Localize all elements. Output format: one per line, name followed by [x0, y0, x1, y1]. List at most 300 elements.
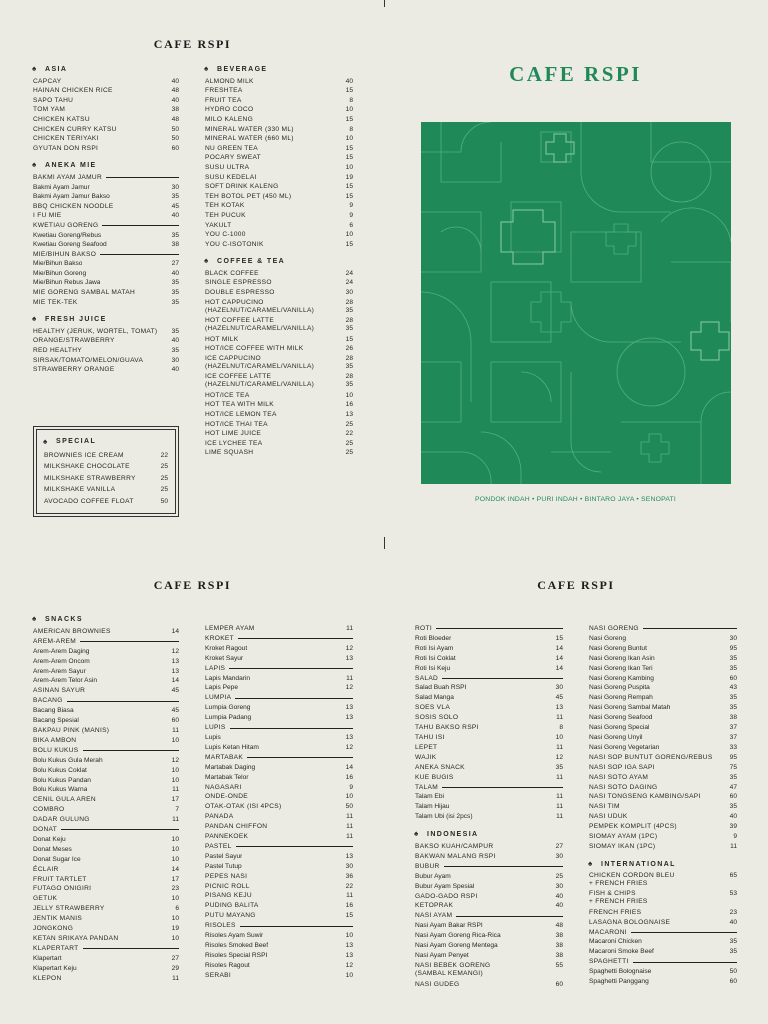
item-sub-name: (HAZELNUT/CARAMEL/VANILLA)	[205, 362, 315, 370]
item-price: 40	[555, 892, 563, 900]
menu-item	[205, 344, 353, 354]
item-name: TEH BOTOL PET (450 ML)	[205, 192, 292, 200]
item-name: Nasi Ayam Bakar RSPI	[415, 922, 483, 930]
item-price: 10	[171, 855, 179, 863]
menu-item	[33, 776, 179, 786]
subgroup-title: ROTI	[415, 625, 432, 632]
item-name: Klapertart	[33, 954, 62, 962]
subgroup-header	[33, 250, 179, 260]
divider-line	[631, 932, 737, 933]
item-price: 30	[345, 289, 353, 297]
subgroup-header	[205, 753, 353, 763]
divider-line	[436, 628, 563, 629]
item-name: FRUIT TEA	[205, 96, 242, 104]
menu-item	[205, 86, 353, 96]
item-name: CAPCAY	[33, 77, 62, 85]
item-name: TAHU ISI	[415, 733, 445, 741]
menu-item	[205, 439, 353, 449]
item-price: 28	[345, 372, 353, 380]
menu-item	[44, 450, 168, 462]
item-name: NASI UDUK	[589, 813, 628, 821]
menu-item	[205, 941, 353, 951]
item-name: Kroket Ragout	[205, 644, 248, 652]
menu-item	[33, 202, 179, 212]
item-price: 26	[345, 345, 353, 353]
menu-item	[415, 763, 563, 773]
menu-item	[589, 674, 737, 684]
item-price: 10	[171, 835, 179, 843]
item-price: 35	[729, 938, 737, 946]
item-name: Klapertart Keju	[33, 964, 77, 972]
item-name: FRENCH FRIES	[589, 908, 642, 916]
item-name: KUE BUGIS	[415, 773, 454, 781]
item-name: SINGLE ESPRESSO	[205, 279, 272, 287]
item-name: Nasi Goreng Rempah	[589, 694, 653, 702]
divider-line	[643, 628, 737, 629]
item-price: 35	[345, 306, 353, 314]
menu-item	[205, 278, 353, 288]
divider-line	[442, 678, 563, 679]
item-name: Bolu Kukus Warna	[33, 786, 88, 794]
item-price: 35	[171, 298, 179, 306]
item-price: 36	[345, 872, 353, 880]
menu-item	[205, 733, 353, 743]
item-name: MINERAL WATER (330 ML)	[205, 125, 294, 133]
item-name: Risoles Special RSPI	[205, 951, 268, 959]
menu-item	[33, 974, 179, 984]
menu-item	[205, 822, 353, 832]
section-title	[33, 161, 179, 171]
item-name: MINERAL WATER (660 ML)	[205, 135, 294, 143]
section-title	[33, 615, 179, 625]
item-price: 23	[729, 908, 737, 916]
item-price: 10	[345, 793, 353, 801]
menu-item	[33, 105, 179, 115]
item-price: 38	[555, 952, 563, 959]
item-price: 27	[171, 954, 179, 962]
item-price: 35	[171, 289, 179, 297]
item-price: 37	[729, 733, 737, 741]
item-name: PANADA	[205, 813, 234, 821]
item-price: 13	[345, 942, 353, 949]
geometric-pattern-graphic	[421, 122, 731, 484]
section-title-text: BEVERAGE	[217, 66, 268, 73]
divider-line	[238, 638, 353, 639]
item-price: 35	[345, 324, 353, 332]
item-price: 13	[171, 657, 179, 665]
menu-item	[589, 743, 737, 753]
item-price: 16	[345, 773, 353, 781]
menu-item	[33, 259, 179, 269]
item-price: 48	[555, 922, 563, 930]
menu-item	[33, 964, 179, 974]
item-name: Macaroni Smoke Beef	[589, 948, 654, 956]
item-name: Risoles Smoked Beef	[205, 942, 269, 949]
spacer	[589, 852, 737, 857]
item-name: NAGASARI	[205, 783, 242, 791]
item-price: 10	[345, 106, 353, 114]
menu-item	[205, 951, 353, 961]
item-price: 14	[171, 627, 179, 635]
item-name: BLACK COFFEE	[205, 269, 259, 277]
item-price: 12	[555, 753, 563, 761]
subgroup-title: BACANG	[33, 697, 63, 705]
item-price: 17	[171, 796, 179, 804]
item-price: 35	[729, 664, 737, 672]
subgroup-header	[33, 825, 179, 835]
menu-item-multiline	[205, 373, 353, 389]
item-name: CHICKEN CURRY KATSU	[33, 125, 117, 133]
item-price: 35	[729, 704, 737, 712]
item-price: 60	[171, 144, 179, 152]
menu-item	[415, 664, 563, 674]
item-name: I FU MIE	[33, 212, 62, 220]
item-name: Donat Keju	[33, 835, 66, 843]
menu-item	[415, 753, 563, 763]
item-price: 15	[345, 912, 353, 920]
spacer	[415, 822, 563, 827]
item-name: LIME SQUASH	[205, 449, 254, 457]
item-price: 60	[555, 980, 563, 988]
subgroup-title: BAKMI AYAM JAMUR	[33, 173, 103, 181]
item-name: ASINAN SAYUR	[33, 687, 86, 695]
fold-mark-middle	[384, 537, 385, 549]
item-price: 11	[172, 816, 179, 824]
divider-line	[80, 641, 179, 642]
item-name: HEALTHY (JERUK, WORTEL, TOMAT)	[33, 327, 158, 335]
item-price: 14	[345, 763, 353, 771]
menu-item	[33, 894, 179, 904]
spade-icon	[589, 862, 595, 868]
item-price: 15	[555, 634, 563, 642]
item-name: KETAN SRIKAYA PANDAN	[33, 935, 119, 942]
subgroup-title: DONAT	[33, 826, 58, 834]
item-name: Bakmi Ayam Jamur	[33, 183, 90, 191]
menu-item	[33, 756, 179, 766]
item-price: 53	[729, 889, 737, 897]
menu-item-multiline	[205, 299, 353, 315]
item-name: MIE TEK-TEK	[33, 298, 78, 306]
subgroup-title: KLAPERTART	[33, 944, 79, 952]
menu-item	[44, 473, 168, 485]
item-price: 40	[555, 902, 563, 910]
section-title-text: INDONESIA	[427, 831, 479, 839]
subgroup-title: BOLU KUKUS	[33, 746, 79, 754]
menu-item	[33, 726, 179, 736]
menu-item	[589, 733, 737, 743]
menu-item	[44, 484, 168, 496]
item-name: HOT LIME JUICE	[205, 430, 262, 438]
menu-item	[205, 901, 353, 911]
item-price: 10	[171, 766, 179, 774]
item-price: 11	[346, 833, 353, 841]
item-price: 15	[345, 240, 353, 248]
item-name: STRAWBERRY ORANGE	[33, 366, 115, 374]
menu-item	[205, 163, 353, 173]
menu-item	[589, 872, 737, 880]
item-price: 15	[345, 115, 353, 123]
item-price: 10	[345, 932, 353, 940]
item-price: 10	[171, 776, 179, 784]
item-price: 65	[729, 871, 737, 879]
menu-item-multiline	[415, 962, 563, 978]
item-price: 43	[729, 684, 737, 692]
menu-item	[415, 792, 563, 802]
item-name: MILKSHAKE STRAWBERRY	[44, 474, 136, 482]
menu-col-beverage	[205, 62, 353, 458]
item-name: Bubur Ayam	[415, 872, 451, 880]
item-name: HOT CAPPUCINO	[205, 298, 264, 306]
item-name: Kwetiau Goreng Seafood	[33, 241, 107, 249]
menu-item	[205, 182, 353, 192]
item-price: 13	[345, 654, 353, 662]
special-box	[33, 426, 179, 517]
item-name: HOT/ICE TEA	[205, 391, 250, 399]
subgroup-title: MACARONI	[589, 928, 627, 936]
item-name: FRUIT TARTLET	[33, 875, 87, 883]
spacer	[33, 307, 179, 312]
menu-item	[205, 624, 353, 634]
menu-item-sub	[205, 363, 353, 371]
item-name: PUTU MAYANG	[205, 912, 256, 920]
menu-item	[205, 862, 353, 872]
item-price: 25	[345, 420, 353, 428]
menu-item	[205, 105, 353, 115]
divider-line	[230, 728, 353, 729]
menu-item	[205, 429, 353, 439]
item-name: Kwetiau Goreng/Rebus	[33, 231, 102, 239]
menu-item	[33, 115, 179, 125]
menu-item-sub	[589, 898, 737, 906]
section-title	[33, 315, 179, 325]
menu-item	[205, 373, 353, 381]
cover-title: CAFE RSPI	[509, 62, 642, 86]
menu-item	[33, 365, 179, 375]
item-price: 45	[171, 707, 179, 715]
menu-item	[205, 299, 353, 307]
subgroup-title: LUPIS	[205, 724, 226, 732]
item-price: 12	[171, 647, 179, 655]
section-title	[415, 830, 563, 840]
subgroup-title: BUBUR	[415, 862, 440, 870]
menu-item	[589, 634, 737, 644]
menu-item-sub	[205, 307, 353, 315]
menu-item	[205, 644, 353, 654]
menu-item	[33, 676, 179, 686]
menu-item	[589, 918, 737, 928]
item-price: 40	[171, 366, 179, 374]
item-name: Bolu Kukus Coklat	[33, 766, 87, 774]
menu-item	[33, 924, 179, 934]
item-price: 11	[730, 842, 737, 850]
item-price: 6	[175, 905, 179, 913]
item-price: 14	[171, 865, 179, 873]
item-name: Nasi Goreng Sambal Matah	[589, 704, 671, 712]
menu-item	[33, 934, 179, 944]
page-title-bottom-right: CAFE RSPI	[537, 578, 615, 592]
item-name: Arem-Arem Sayur	[33, 667, 86, 675]
item-name: CHICKEN TERIYAKI	[33, 135, 99, 143]
item-price: 30	[555, 684, 563, 692]
menu-item	[589, 664, 737, 674]
special-list	[44, 436, 168, 507]
item-name: DOUBLE ESPRESSO	[205, 289, 275, 297]
item-name: SOFT DRINK KALENG	[205, 183, 279, 191]
menu-item	[205, 153, 353, 163]
item-name: Spaghetti Panggang	[589, 978, 649, 986]
item-name: Macaroni Chicken	[589, 938, 642, 946]
item-price: 25	[555, 872, 563, 880]
item-name: BAKPAU PINK (MANIS)	[33, 726, 110, 734]
item-name: COMBRO	[33, 806, 65, 814]
item-price: 25	[160, 486, 168, 493]
item-price: 25	[345, 449, 353, 457]
section-title-text: INTERNATIONAL	[601, 860, 676, 868]
item-name: FUTAGO ONIGIRI	[33, 885, 92, 893]
menu-item	[205, 173, 353, 183]
item-name: HOT TEA WITH MILK	[205, 401, 274, 409]
menu-item	[33, 125, 179, 135]
item-name: SOSIS SOLO	[415, 714, 459, 722]
subgroup-title: RISOLES	[205, 922, 236, 930]
menu-item	[415, 941, 563, 951]
menu-item	[415, 842, 563, 852]
menu-item	[205, 144, 353, 154]
subgroup-title: KWETIAU GORENG	[33, 221, 99, 229]
menu-item	[205, 134, 353, 144]
item-price: 11	[346, 892, 353, 900]
menu-item	[33, 288, 179, 298]
menu-item	[33, 231, 179, 241]
menu-item	[415, 882, 563, 892]
divider-line	[229, 668, 353, 669]
item-name: NASI SOP IGA SAPI	[589, 763, 655, 771]
menu-item	[33, 356, 179, 366]
menu-item	[205, 931, 353, 941]
item-price: 14	[555, 654, 563, 662]
divider-line	[102, 225, 179, 226]
item-name: SERABI	[205, 971, 231, 979]
item-price: 35	[729, 948, 737, 956]
menu-col-international	[589, 624, 737, 987]
item-name: Martabak Telor	[205, 773, 249, 781]
menu-item	[589, 713, 737, 723]
item-name: Talam Hijau	[415, 803, 450, 811]
item-name: Roti Isi Keju	[415, 664, 451, 672]
menu-item	[415, 634, 563, 644]
item-name: WAJIK	[415, 753, 437, 761]
item-name: ANEKA SNACK	[415, 763, 465, 771]
item-name: SAPO TAHU	[33, 96, 74, 104]
menu-item	[33, 336, 179, 346]
item-name: BBQ CHICKEN NOODLE	[33, 202, 114, 210]
cover-pattern	[421, 122, 731, 484]
menu-item	[415, 703, 563, 713]
menu-item	[589, 890, 737, 898]
item-name: POCARY SWEAT	[205, 154, 261, 162]
section-title-text: FRESH JUICE	[45, 316, 107, 324]
item-name: ORANGE/STRAWBERRY	[33, 337, 115, 345]
subgroup-header	[33, 637, 179, 647]
item-name: TEH KOTAK	[205, 202, 245, 210]
menu-item	[589, 937, 737, 947]
menu-item	[33, 96, 179, 106]
item-price: 40	[171, 96, 179, 104]
item-name: LEMPER AYAM	[205, 625, 255, 632]
menu-item	[205, 683, 353, 693]
menu-item	[589, 967, 737, 977]
item-name: PISANG KEJU	[205, 892, 252, 900]
subgroup-header	[415, 862, 563, 872]
menu-item	[33, 667, 179, 677]
menu-item	[589, 654, 737, 664]
menu-item	[33, 144, 179, 154]
item-price: 30	[555, 882, 563, 890]
menu-item	[33, 736, 179, 746]
item-name: Nasi Goreng Special	[589, 724, 650, 732]
item-price: 27	[555, 843, 563, 851]
menu-item	[589, 977, 737, 987]
spade-icon	[205, 67, 211, 73]
menu-item	[589, 644, 737, 654]
menu-item	[415, 951, 563, 961]
menu-item	[33, 815, 179, 825]
divider-line	[442, 787, 563, 788]
divider-line	[247, 757, 353, 758]
item-price: 27	[171, 260, 179, 268]
item-name: HOT/ICE COFFEE WITH MILK	[205, 345, 304, 353]
item-price: 14	[171, 677, 179, 685]
subgroup-header	[415, 911, 563, 921]
menu-item	[589, 947, 737, 957]
item-price: 24	[345, 269, 353, 277]
page-title-top-left: CAFE RSPI	[153, 37, 232, 51]
item-price: 15	[345, 87, 353, 95]
menu-item	[33, 686, 179, 696]
item-name: Nasi Goreng Puspita	[589, 684, 650, 692]
item-name: Nasi Goreng Vegetarian	[589, 743, 660, 751]
item-name: ÉCLAIR	[33, 865, 59, 873]
item-price: 15	[345, 144, 353, 152]
item-price: 50	[345, 803, 353, 811]
item-name: Nasi Goreng Buntut	[589, 644, 647, 652]
item-price: 10	[555, 733, 563, 741]
menu-item	[589, 703, 737, 713]
subgroup-header	[415, 624, 563, 634]
item-name: NASI SOTO DAGING	[589, 783, 658, 791]
item-price: 10	[171, 845, 179, 853]
item-price: 11	[346, 823, 353, 831]
item-name: Bubur Ayam Spesial	[415, 882, 475, 890]
subgroup-header	[205, 664, 353, 674]
menu-item	[205, 872, 353, 882]
subgroup-header	[589, 957, 737, 967]
item-price: 38	[171, 241, 179, 249]
item-name: Nasi Goreng	[589, 634, 627, 642]
item-price: 35	[171, 347, 179, 355]
item-name: Mie/Bihun Rebus Jawa	[33, 279, 101, 287]
menu-item	[205, 77, 353, 87]
item-price: 38	[729, 714, 737, 722]
item-name: NASI TONGSENG KAMBING/SAPI	[589, 793, 701, 801]
subgroup-header	[33, 944, 179, 954]
item-price: 22	[160, 451, 168, 459]
menu-item-multiline	[205, 355, 353, 371]
item-price: 15	[345, 192, 353, 200]
item-name: SOES VLA	[415, 704, 451, 712]
item-name: Nasi Ayam Goreng Mentega	[415, 942, 498, 950]
menu-item	[33, 875, 179, 885]
